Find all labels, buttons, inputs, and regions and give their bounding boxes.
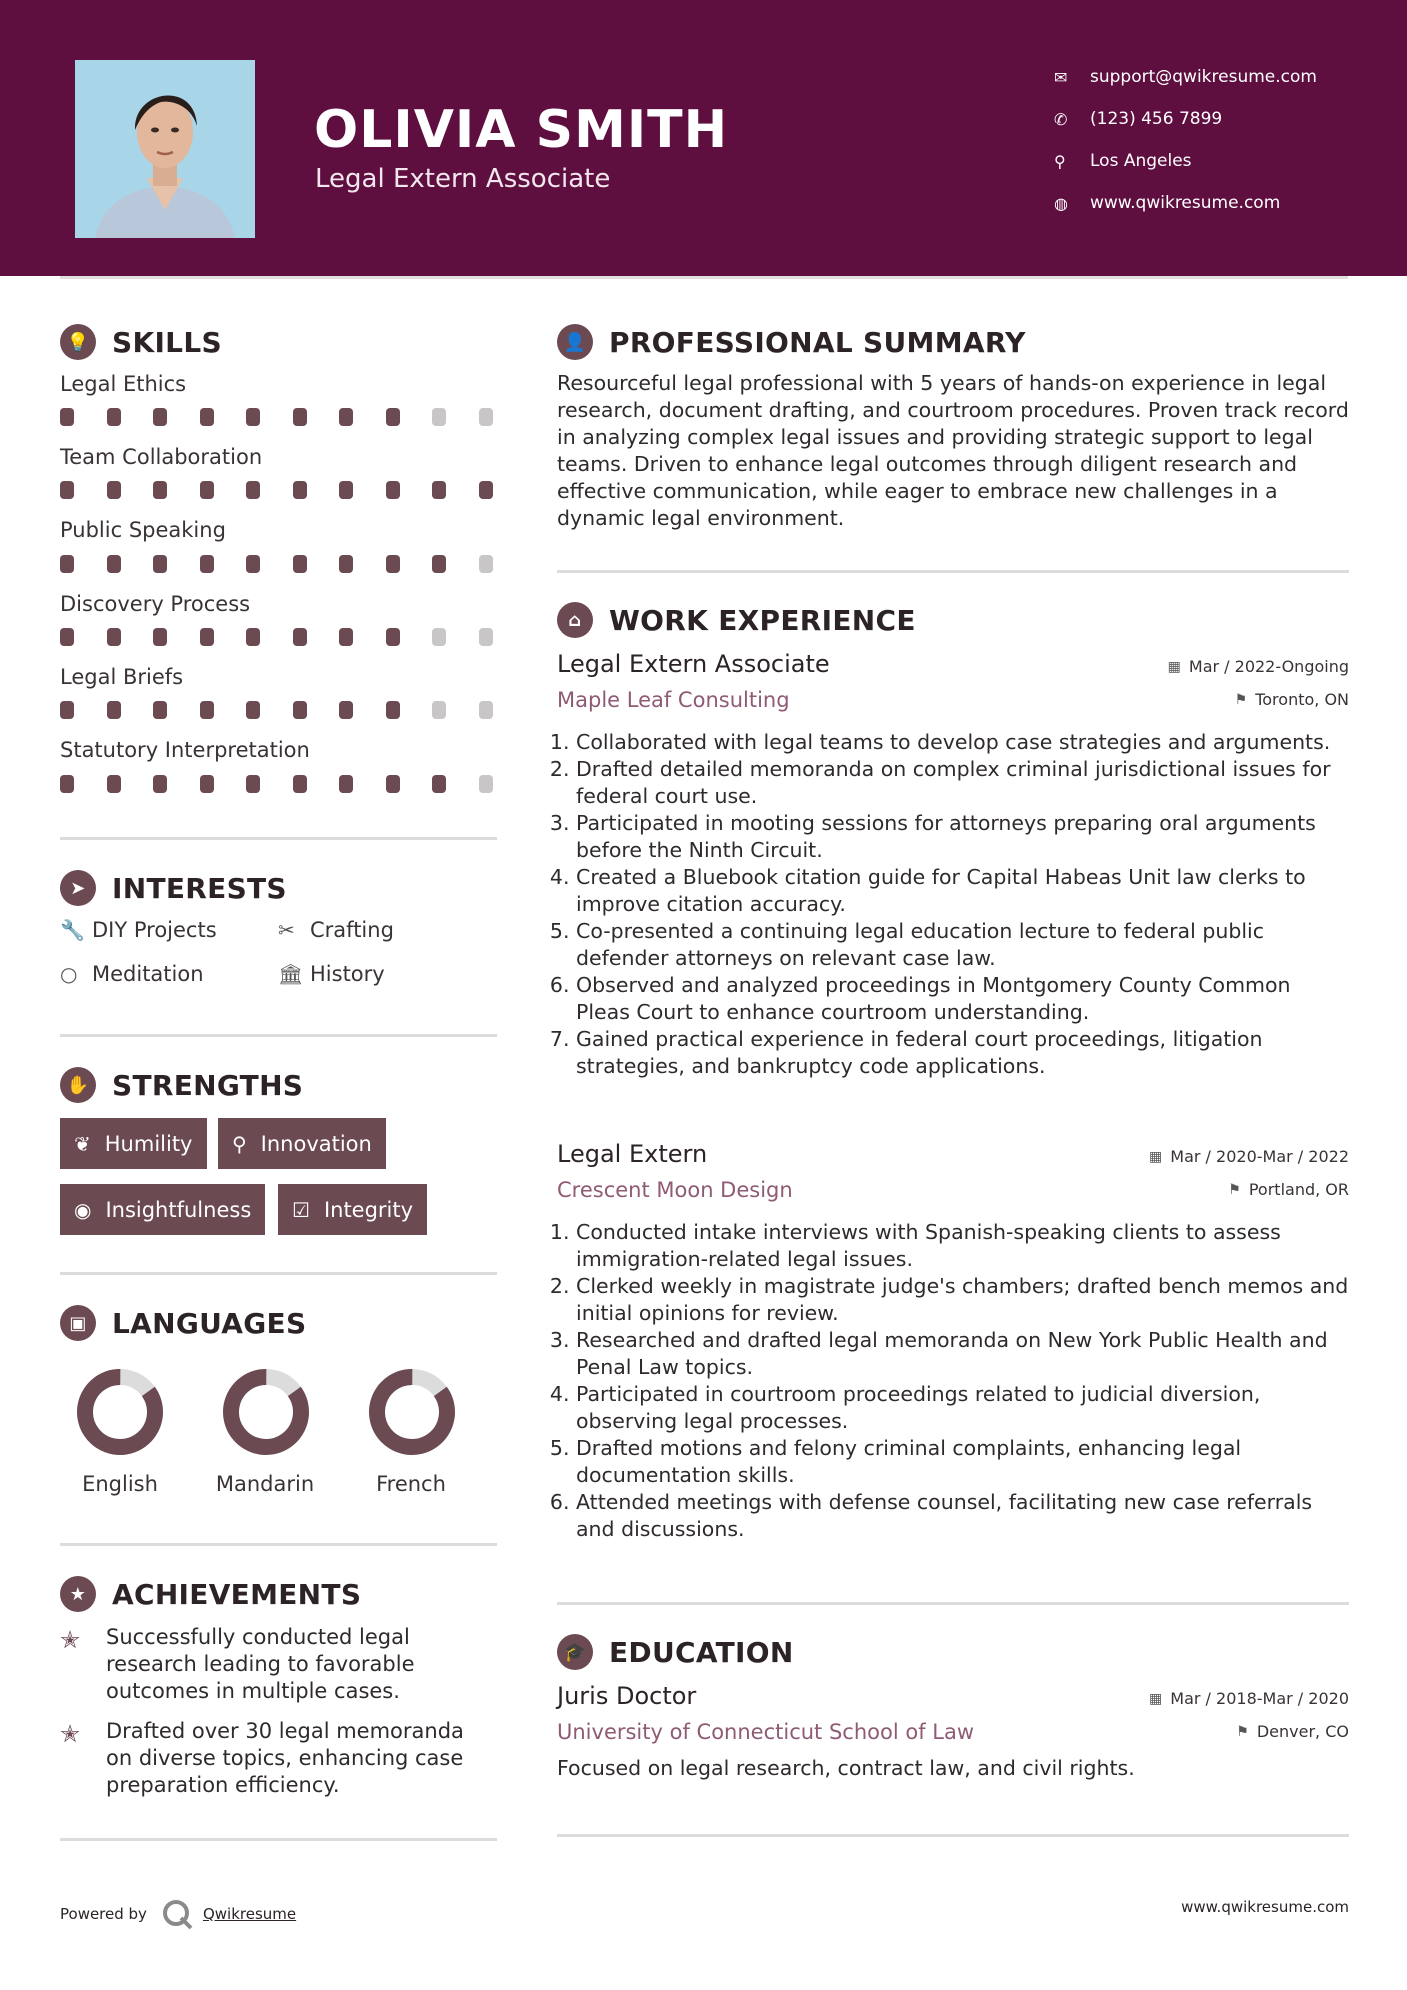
contact-list	[1054, 56, 1317, 224]
strength-label: Insightfulness	[105, 1197, 252, 1222]
skill-dot-filled	[293, 701, 307, 719]
interest-item	[278, 918, 394, 942]
chair-icon: ⌂	[557, 602, 593, 638]
education-school: University of Connecticut School of Law	[557, 1720, 975, 1744]
skill-dot-filled	[246, 628, 260, 646]
skill-dot-filled	[60, 628, 74, 646]
skill-label: Discovery Process	[60, 592, 251, 616]
lightbulb-icon: 💡	[60, 324, 96, 360]
language-ring-fill	[71, 1363, 169, 1461]
skill-dot-filled	[293, 481, 307, 499]
scissors-icon: ✂	[278, 918, 295, 942]
skill-dot-filled	[386, 701, 400, 719]
interests-title: INTERESTS	[112, 871, 287, 905]
job-dates-text: Mar / 2022-Ongoing	[1188, 657, 1349, 676]
skill-dot-filled	[432, 481, 446, 499]
language-label: English	[82, 1472, 158, 1496]
brand-link[interactable]: Qwikresume	[202, 1905, 297, 1923]
job-bullet: 2. Drafted detailed memoranda on complex criminal jurisdictional issues for federal court use.	[576, 756, 1349, 810]
achievements-heading	[60, 1576, 361, 1612]
achievement-text: Successfully conducted legal research leading to favorable outcomes in multiple cases.	[106, 1625, 415, 1703]
skill-dot-filled	[107, 555, 121, 573]
skill-label: Legal Ethics	[60, 372, 187, 396]
skill-dot-filled	[293, 628, 307, 646]
skill-dot-filled	[200, 701, 214, 719]
skill-dot-filled	[246, 481, 260, 499]
skill-dot-filled	[60, 701, 74, 719]
skill-dot-empty	[432, 628, 446, 646]
job-bullet: 7. Gained practical experience in federal court proceedings, litigation strategies, and bankruptcy code applications.	[576, 1026, 1349, 1080]
section-divider	[60, 1838, 497, 1841]
skill-rating	[60, 481, 497, 501]
calendar-icon: ▦	[1167, 658, 1181, 675]
education-dates	[1149, 1689, 1349, 1708]
job-title: Legal Extern	[557, 1140, 708, 1168]
skill-dot-empty	[479, 701, 493, 719]
contact-website[interactable]	[1054, 182, 1317, 224]
job-bullet: 6. Observed and analyzed proceedings in Montgomery County Common Pleas Court to enhance courtroom understanding.	[576, 972, 1349, 1026]
section-divider	[557, 570, 1349, 573]
skill-label: Public Speaking	[60, 518, 226, 542]
language-ring	[363, 1363, 461, 1461]
skill-label: Team Collaboration	[60, 445, 263, 469]
job-bullet: 2. Clerked weekly in magistrate judge's chambers; drafted bench memos and initial opinions for review.	[576, 1273, 1349, 1327]
contact-location-text: Los Angeles	[1090, 151, 1192, 171]
language-ring-fill	[217, 1363, 315, 1461]
calendar-icon: ▦	[1149, 1148, 1163, 1165]
lightbulb-icon: ⚲	[232, 1131, 247, 1156]
profile-photo	[75, 60, 255, 238]
skill-dot-filled	[153, 555, 167, 573]
job-bullet: 3. Participated in mooting sessions for attorneys preparing oral arguments before the Ninth Circuit.	[576, 810, 1349, 864]
circle-icon: ○	[60, 962, 78, 986]
interest-item	[278, 962, 385, 986]
footer-powered	[60, 1898, 296, 1930]
interest-item	[60, 918, 217, 942]
skill-dot-filled	[200, 775, 214, 793]
skill-dot-empty	[479, 775, 493, 793]
achievement-item	[60, 1624, 497, 1705]
phone-icon: ✆	[1054, 109, 1068, 129]
contact-phone-text: (123) 456 7899	[1090, 109, 1223, 129]
job-dates	[1149, 1147, 1349, 1166]
contact-phone[interactable]	[1054, 98, 1317, 140]
qwikresume-logo-icon	[161, 1898, 195, 1930]
language-ring	[217, 1363, 315, 1461]
id-card-icon: ▣	[60, 1305, 96, 1341]
skill-dot-empty	[432, 408, 446, 426]
star-icon: ★	[60, 1576, 96, 1612]
leaf-icon: ❦	[74, 1131, 91, 1156]
skill-dot-filled	[293, 775, 307, 793]
section-divider	[60, 1543, 497, 1546]
globe-icon: ◍	[1054, 193, 1068, 213]
job-location	[1228, 1180, 1349, 1199]
skill-dot-empty	[432, 701, 446, 719]
skill-dot-filled	[153, 408, 167, 426]
interest-label: DIY Projects	[92, 918, 217, 942]
job-company: Maple Leaf Consulting	[557, 688, 790, 712]
job-bullet: 3. Researched and drafted legal memoranda on New York Public Health and Penal Law topics.	[576, 1327, 1349, 1381]
skill-dot-filled	[386, 775, 400, 793]
job-title: Legal Extern Associate	[557, 650, 830, 678]
job-dates	[1168, 657, 1349, 676]
skill-dot-filled	[339, 555, 353, 573]
summary-title: PROFESSIONAL SUMMARY	[609, 325, 1026, 359]
skill-rating	[60, 775, 497, 795]
skill-dot-filled	[386, 628, 400, 646]
languages-heading	[60, 1305, 306, 1341]
skill-dot-filled	[386, 408, 400, 426]
education-heading	[557, 1634, 794, 1670]
job-bullet: 5. Co-presented a continuing legal education lecture to federal public defender attorneys on relevant case law.	[576, 918, 1349, 972]
powered-by-text: Powered by	[60, 1905, 147, 1923]
strengths-heading	[60, 1067, 303, 1103]
portrait-image	[75, 60, 255, 238]
strength-chip	[60, 1184, 265, 1235]
check-square-icon: ☑	[292, 1197, 310, 1222]
job-bullet: 4. Created a Bluebook citation guide for Capital Habeas Unit law clerks to improve citation accuracy.	[576, 864, 1349, 918]
interests-heading	[60, 870, 287, 906]
skill-dot-filled	[479, 481, 493, 499]
museum-icon: 🏛	[278, 962, 304, 986]
education-degree: Juris Doctor	[557, 1682, 697, 1710]
skill-dot-filled	[60, 408, 74, 426]
language-ring	[71, 1363, 169, 1461]
skill-dot-filled	[60, 555, 74, 573]
language-label: French	[376, 1472, 446, 1496]
contact-website-text: www.qwikresume.com	[1090, 193, 1281, 213]
experience-heading	[557, 602, 916, 638]
interest-label: History	[310, 962, 385, 986]
language-rings	[60, 1360, 497, 1470]
footer-url[interactable]: www.qwikresume.com	[1181, 1898, 1349, 1916]
job-bullet: 5. Drafted motions and felony criminal complaints, enhancing legal documentation skills.	[576, 1435, 1349, 1489]
wrench-icon: 🔧	[60, 918, 85, 942]
skill-label: Legal Briefs	[60, 665, 184, 689]
skill-dot-filled	[60, 775, 74, 793]
skill-label: Statutory Interpretation	[60, 738, 310, 762]
job-company: Crescent Moon Design	[557, 1178, 793, 1202]
eye-icon: ◉	[74, 1197, 92, 1222]
job-dates-text: Mar / 2020-Mar / 2022	[1170, 1147, 1349, 1166]
star-icon: ✭	[60, 1720, 81, 1748]
achievement-item	[60, 1718, 497, 1799]
skill-rating	[60, 701, 497, 721]
skill-dot-filled	[246, 555, 260, 573]
contact-location	[1054, 140, 1317, 182]
skill-dot-empty	[479, 555, 493, 573]
skill-rating	[60, 555, 497, 575]
achievement-text: Drafted over 30 legal memoranda on diverse topics, enhancing case preparation efficiency.	[106, 1719, 464, 1797]
graduation-icon: 🎓	[557, 1634, 593, 1670]
skill-dot-filled	[339, 701, 353, 719]
job-location-text: Portland, OR	[1248, 1180, 1349, 1199]
skills-title: SKILLS	[112, 325, 222, 359]
skill-dot-filled	[153, 628, 167, 646]
job-bullet: 1. Collaborated with legal teams to develop case strategies and arguments.	[576, 729, 1349, 756]
interest-item	[60, 962, 204, 986]
section-divider	[557, 1602, 1349, 1605]
pushpin-icon: ⚑	[1234, 691, 1248, 708]
pushpin-icon: ⚑	[1228, 1181, 1241, 1198]
job-location-text: Toronto, ON	[1255, 690, 1349, 709]
section-divider	[60, 1034, 497, 1037]
skill-dot-filled	[386, 481, 400, 499]
education-location-text: Denver, CO	[1256, 1722, 1349, 1741]
skill-dot-filled	[153, 701, 167, 719]
interest-label: Crafting	[310, 918, 394, 942]
section-divider	[557, 1834, 1349, 1837]
strength-label: Integrity	[323, 1197, 414, 1222]
contact-email-text: support@qwikresume.com	[1090, 67, 1317, 87]
skill-rating	[60, 628, 497, 648]
header-divider	[60, 276, 1348, 279]
skill-dot-filled	[153, 775, 167, 793]
job-bullet: 6. Attended meetings with defense counsel, facilitating new case referrals and discussions.	[576, 1489, 1349, 1543]
strength-chip	[60, 1118, 207, 1169]
skill-dot-filled	[153, 481, 167, 499]
education-location	[1236, 1722, 1349, 1741]
summary-heading	[557, 324, 1026, 360]
languages-title: LANGUAGES	[112, 1306, 307, 1340]
job-bullet: 1. Conducted intake interviews with Spanish-speaking clients to assess immigration-related legal issues.	[576, 1219, 1349, 1273]
strengths-title: STRENGTHS	[112, 1068, 304, 1102]
skill-dot-filled	[432, 775, 446, 793]
contact-email[interactable]	[1054, 56, 1317, 98]
language-ring-fill	[363, 1363, 461, 1461]
resume-header	[0, 0, 1407, 276]
skill-dot-filled	[339, 408, 353, 426]
job-bullet: 4. Participated in courtroom proceedings related to judicial diversion, observing legal processes.	[576, 1381, 1349, 1435]
skill-dot-filled	[107, 628, 121, 646]
education-dates-text: Mar / 2018-Mar / 2020	[1170, 1689, 1349, 1708]
envelope-icon: ✉	[1054, 67, 1068, 87]
interest-label: Meditation	[92, 962, 204, 986]
skill-dot-filled	[107, 408, 121, 426]
skill-dot-filled	[246, 701, 260, 719]
skill-dot-empty	[479, 628, 493, 646]
skill-dot-empty	[479, 408, 493, 426]
skill-dot-filled	[293, 408, 307, 426]
job-bullets	[557, 1219, 1349, 1543]
strength-chip	[278, 1184, 427, 1235]
job-location	[1235, 690, 1349, 709]
star-icon: ✭	[60, 1626, 81, 1654]
pushpin-icon: ⚑	[1236, 1723, 1249, 1740]
skill-dot-filled	[200, 481, 214, 499]
education-title: EDUCATION	[609, 1635, 794, 1669]
skill-dot-filled	[200, 408, 214, 426]
candidate-name: OLIVIA SMITH	[314, 100, 729, 160]
skill-dot-filled	[107, 701, 121, 719]
calendar-icon: ▦	[1149, 1690, 1163, 1707]
strength-label: Humility	[104, 1131, 193, 1156]
skill-dot-filled	[386, 555, 400, 573]
skill-dot-filled	[107, 775, 121, 793]
education-description: Focused on legal research, contract law, and civil rights.	[557, 1756, 1135, 1780]
skill-dot-filled	[432, 555, 446, 573]
job-bullets	[557, 729, 1349, 1080]
skill-dot-filled	[246, 775, 260, 793]
user-icon: 👤	[557, 324, 593, 360]
skill-dot-filled	[200, 555, 214, 573]
skill-dot-filled	[339, 481, 353, 499]
candidate-role: Legal Extern Associate	[315, 164, 611, 194]
language-label: Mandarin	[215, 1472, 315, 1496]
skills-heading	[60, 324, 222, 360]
strength-chip	[218, 1118, 386, 1169]
section-divider	[60, 1272, 497, 1275]
skill-dot-filled	[60, 481, 74, 499]
skill-dot-filled	[246, 408, 260, 426]
skill-dot-filled	[339, 628, 353, 646]
skill-rating	[60, 408, 497, 428]
skill-dot-filled	[200, 628, 214, 646]
experience-title: WORK EXPERIENCE	[609, 603, 916, 637]
skill-dot-filled	[293, 555, 307, 573]
achievements-title: ACHIEVEMENTS	[112, 1577, 362, 1611]
strength-label: Innovation	[260, 1131, 372, 1156]
section-divider	[60, 837, 497, 840]
skill-dot-filled	[339, 775, 353, 793]
skill-dot-filled	[107, 481, 121, 499]
map-pin-icon: ⚲	[1054, 151, 1066, 171]
paper-plane-icon: ➤	[60, 870, 96, 906]
summary-text: Resourceful legal professional with 5 years of hands-on experience in legal research, document drafting, and courtroom procedures. Proven track record in analyzing complex legal issues and providing strategic support to legal teams. Driven to enhance legal outcomes through diligent research and effective communication, while eager to embrace new challenges in a dynamic legal environment.	[557, 371, 1349, 530]
hand-icon: ✋	[60, 1067, 96, 1103]
